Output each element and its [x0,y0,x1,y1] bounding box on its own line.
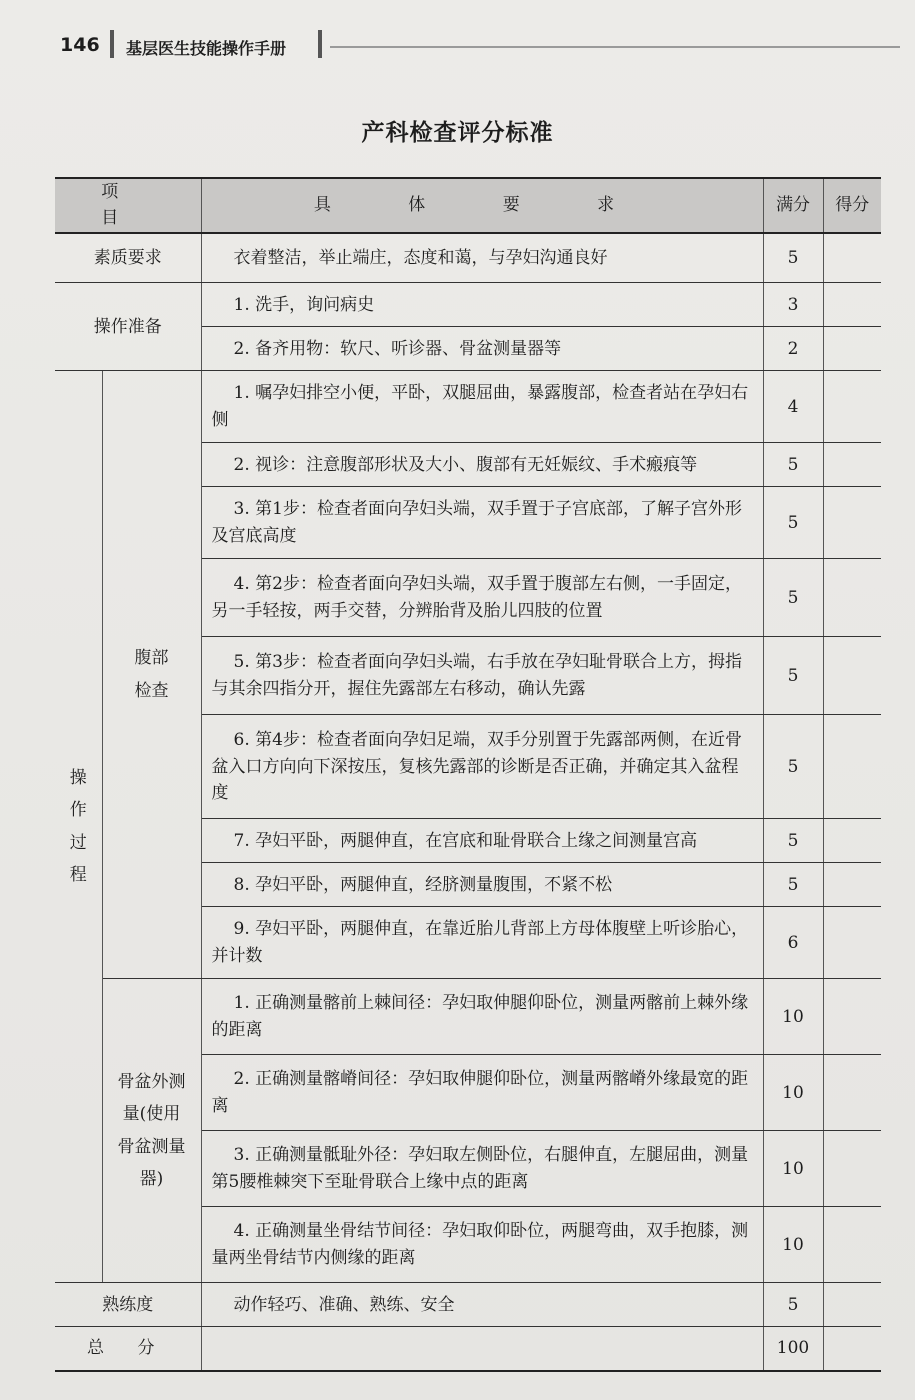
header-divider [318,30,322,58]
requirement-cell: 8. 孕妇平卧，两腿伸直，经脐测量腹围，不紧不松 [201,863,763,907]
full-score-cell: 6 [763,907,823,979]
score-cell[interactable] [823,1207,881,1283]
requirement-cell: 衣着整洁，举止端庄，态度和蔼，与孕妇沟通良好 [201,233,763,283]
score-cell[interactable] [823,443,881,487]
requirement-cell: 4. 正确测量坐骨结节间径：孕妇取仰卧位，两腿弯曲，双手抱膝，测量两坐骨结节内侧缘的距离 [201,1207,763,1283]
requirement-cell: 2. 视诊：注意腹部形状及大小、腹部有无妊娠纹、手术瘢痕等 [201,443,763,487]
score-cell[interactable] [823,283,881,327]
full-score-cell: 10 [763,1055,823,1131]
group-pelvic-label: 骨盆外测 量(使用 骨盆测量 器) [117,1072,186,1189]
full-score-cell: 3 [763,283,823,327]
header-requirement: 具 体 要 求 [201,178,763,233]
requirement-cell: 5. 第3步：检查者面向孕妇头端，右手放在孕妇耻骨联合上方，拇指与其余四指分开，握住先露部左右移动，确认先露 [201,637,763,715]
full-score-cell: 5 [763,443,823,487]
score-cell[interactable] [823,487,881,559]
requirement-cell: 2. 正确测量髂嵴间径：孕妇取伸腿仰卧位，测量两髂嵴外缘最宽的距离 [201,1055,763,1131]
score-cell[interactable] [823,819,881,863]
table-row [55,1327,881,1371]
requirement-cell [201,1327,763,1371]
group-process-label: 操 作 过 程 [69,768,87,885]
full-score-cell: 4 [763,371,823,443]
full-score-cell: 10 [763,979,823,1055]
full-score-cell: 5 [763,487,823,559]
score-cell[interactable] [823,979,881,1055]
score-cell[interactable] [823,327,881,371]
score-cell[interactable] [823,371,881,443]
scoring-table [55,177,881,1372]
score-cell[interactable] [823,907,881,979]
score-cell[interactable] [823,233,881,283]
header-full-score: 满分 [763,178,823,233]
table-row [55,979,881,1055]
table-row [55,1283,881,1327]
requirement-cell: 7. 孕妇平卧，两腿伸直，在宫底和耻骨联合上缘之间测量宫高 [201,819,763,863]
book-title: 基层医生技能操作手册 [126,39,287,58]
group-pelvic [102,979,201,1283]
group-process [55,371,102,1283]
page-number: 146 [60,34,100,56]
table-row [55,233,881,283]
running-header [60,30,900,62]
group-preparation: 操作准备 [55,283,201,371]
full-score-cell: 2 [763,327,823,371]
requirement-cell: 1. 正确测量髂前上棘间径：孕妇取伸腿仰卧位，测量两髂前上棘外缘的距离 [201,979,763,1055]
score-cell[interactable] [823,863,881,907]
requirement-cell: 2. 备齐用物：软尺、听诊器、骨盆测量器等 [201,327,763,371]
full-score-cell: 5 [763,233,823,283]
document-title: 产科检查评分标准 [361,120,554,146]
full-score-cell: 5 [763,637,823,715]
header-rule [330,46,900,48]
full-score-cell: 5 [763,559,823,637]
requirement-cell: 1. 嘱孕妇排空小便，平卧，双腿屈曲，暴露腹部，检查者站在孕妇右侧 [201,371,763,443]
header-divider [110,30,114,58]
table-row [55,283,881,327]
header-item: 项 目 [55,178,201,233]
table-header-row [55,178,881,233]
full-score-cell: 100 [763,1327,823,1371]
table-row [55,371,881,443]
requirement-cell: 4. 第2步：检查者面向孕妇头端，双手置于腹部左右侧，一手固定，另一手轻按，两手交替，分辨胎背及胎儿四肢的位置 [201,559,763,637]
group-proficiency: 熟练度 [55,1283,201,1327]
requirement-cell: 动作轻巧、准确、熟练、安全 [201,1283,763,1327]
group-quality: 素质要求 [55,233,201,283]
group-total: 总 分 [55,1327,201,1371]
score-cell[interactable] [823,637,881,715]
requirement-cell: 3. 正确测量骶耻外径：孕妇取左侧卧位，右腿伸直，左腿屈曲，测量第5腰椎棘突下至耻骨联合上缘中点的距离 [201,1131,763,1207]
full-score-cell: 5 [763,1283,823,1327]
group-abdominal [102,371,201,979]
score-cell[interactable] [823,1131,881,1207]
requirement-cell: 1. 洗手，询问病史 [201,283,763,327]
score-cell[interactable] [823,1055,881,1131]
full-score-cell: 5 [763,863,823,907]
full-score-cell: 10 [763,1207,823,1283]
group-abdominal-label: 腹部 检查 [134,648,169,701]
score-cell[interactable] [823,1283,881,1327]
full-score-cell: 5 [763,715,823,819]
full-score-cell: 5 [763,819,823,863]
requirement-cell: 3. 第1步：检查者面向孕妇头端，双手置于子宫底部，了解子宫外形及宫底高度 [201,487,763,559]
full-score-cell: 10 [763,1131,823,1207]
header-score: 得分 [823,178,881,233]
requirement-cell: 6. 第4步：检查者面向孕妇足端，双手分别置于先露部两侧，在近骨盆入口方向向下深按压，复核先露部的诊断是否正确，并确定其入盆程度 [201,715,763,819]
score-cell[interactable] [823,1327,881,1371]
requirement-cell: 9. 孕妇平卧，两腿伸直，在靠近胎儿背部上方母体腹壁上听诊胎心，并计数 [201,907,763,979]
score-cell[interactable] [823,715,881,819]
score-cell[interactable] [823,559,881,637]
